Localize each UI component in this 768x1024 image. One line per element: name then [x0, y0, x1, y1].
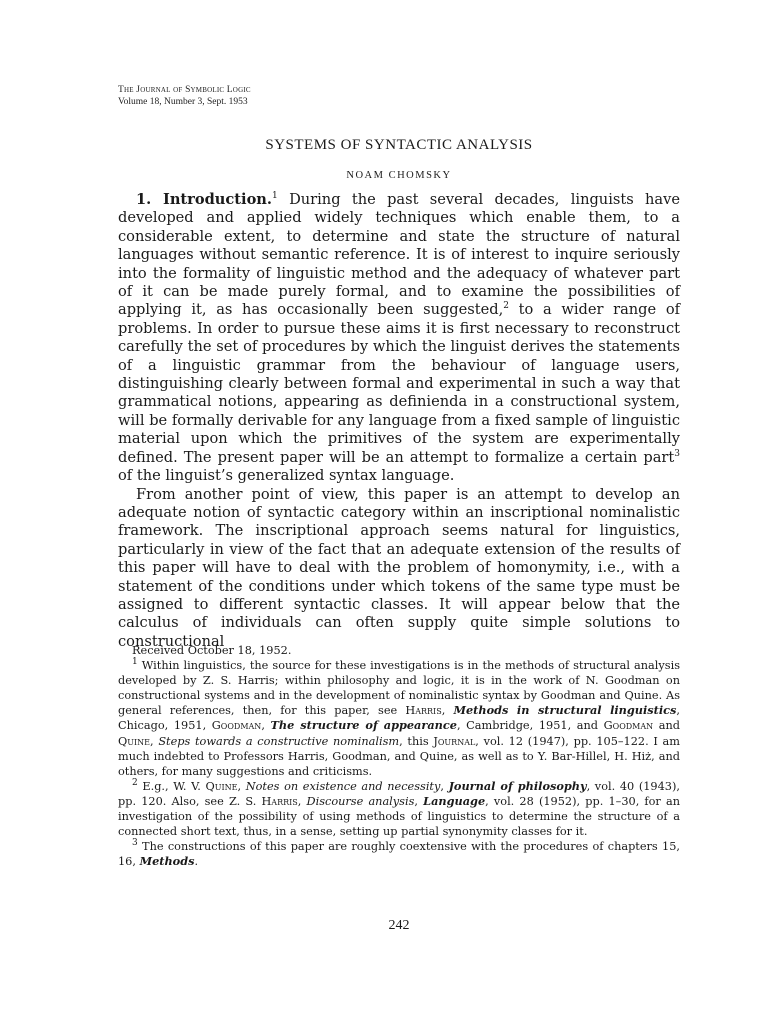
footnote-ref-2: 2	[503, 301, 509, 312]
page-number: 242	[388, 918, 410, 933]
journal-volume: Volume 18, Number 3, Sept. 1953	[118, 97, 248, 107]
article-title: SYSTEMS OF SYNTACTIC ANALYSIS	[265, 137, 533, 153]
footnote-1: $^1$ Within linguistics, the source for these investigations is in the methods of structural analysis developed by Z. S. Harris; within philosophy and logic, it is in the work of N. Goodman on constructional systems and in the development of nominalistic syntax by Goodman and Quine. As general references, then, for this paper, see Harris, Methods in structural linguistics, Chicago, 1951, Goodman, The structure of appearance, Cambridge, 1951, and Goodman and Quine, Steps towards a constructive nominalism, this Journal, vol. 12 (1947), pp. 105–122. I am much indebted to Professors Harris, Goodman, and Quine, as well as to Y. Bar-Hillel, H. Hiż, and others, for many suggestions and criticisms.	[118, 657, 681, 778]
footnote-2: $^2$ E.g., W. V. Quine, Notes on existence and necessity, Journal of philosophy, vol. 40 (1943), pp. 120. Also, see Z. S. Harris, Discourse analysis, Language, vol. 28 (1952), pp. 1–30, for an investigation of the possibility of using methods of linguistics to determine the structure of a connected short text, thus, in a sense, setting up partial synonymity classes for it.	[118, 778, 680, 839]
footnote-ref-3: 3	[674, 448, 680, 459]
journal-name: The Journal of Symbolic Logic	[118, 85, 251, 95]
footnote-ref-1: 1	[272, 191, 278, 202]
paragraph-second: From another point of view, this paper is an attempt to develop an adequate notion of syntactic category within an inscriptional nominalistic framework. The inscriptional approach seems natural for linguistics, particularly in view of the fact that an adequate extension of the results of this paper will have to deal with the problem of homonymity, i.e., with a statement of the conditions under which tokens of the same type must be assigned to different syntactic classes. It will appear below that the calculus of individuals can often supply quite simple solutions to constructional	[118, 485, 680, 650]
footnotes	[118, 643, 680, 869]
article-body	[118, 191, 680, 651]
section-heading: 1. Introduction.	[136, 191, 273, 208]
footnote-3: $^3$ The constructions of this paper are roughly coextensive with the procedures of chapters 15, 16, Methods.	[118, 838, 680, 869]
paragraph-introduction: 1. Introduction.$^1$ During the past several decades, linguists have developed and applied widely techniques which enable them, to a considerable extent, to determine and state the structure of natural languages without semantic reference. It is of interest to inquire seriously into the formality of linguistic method and the adequacy of whatever part of it can be made purely formal, and to examine the possibilities of applying it, as has occasionally been suggested,$^2$ to a wider range of problems. In order to pursue these aims it is first necessary to reconstruct carefully the set of procedures by which the linguist derives the statements of a linguistic grammar from the behaviour of language users, distinguishing clearly between formal and experimental in such a way that grammatical notions, appearing as definienda in a constructional system, will be formally derivable for any language from a fixed sample of linguistic material upon which the primitives of the system are experimentally defined. The present paper will be an attempt to formalize a certain part$^3$ of the linguist’s generalized syntax language.	[118, 191, 681, 485]
journal-header	[118, 84, 251, 108]
article-author: NOAM CHOMSKY	[346, 170, 452, 181]
received-date: Received October 18, 1952.	[132, 644, 292, 657]
